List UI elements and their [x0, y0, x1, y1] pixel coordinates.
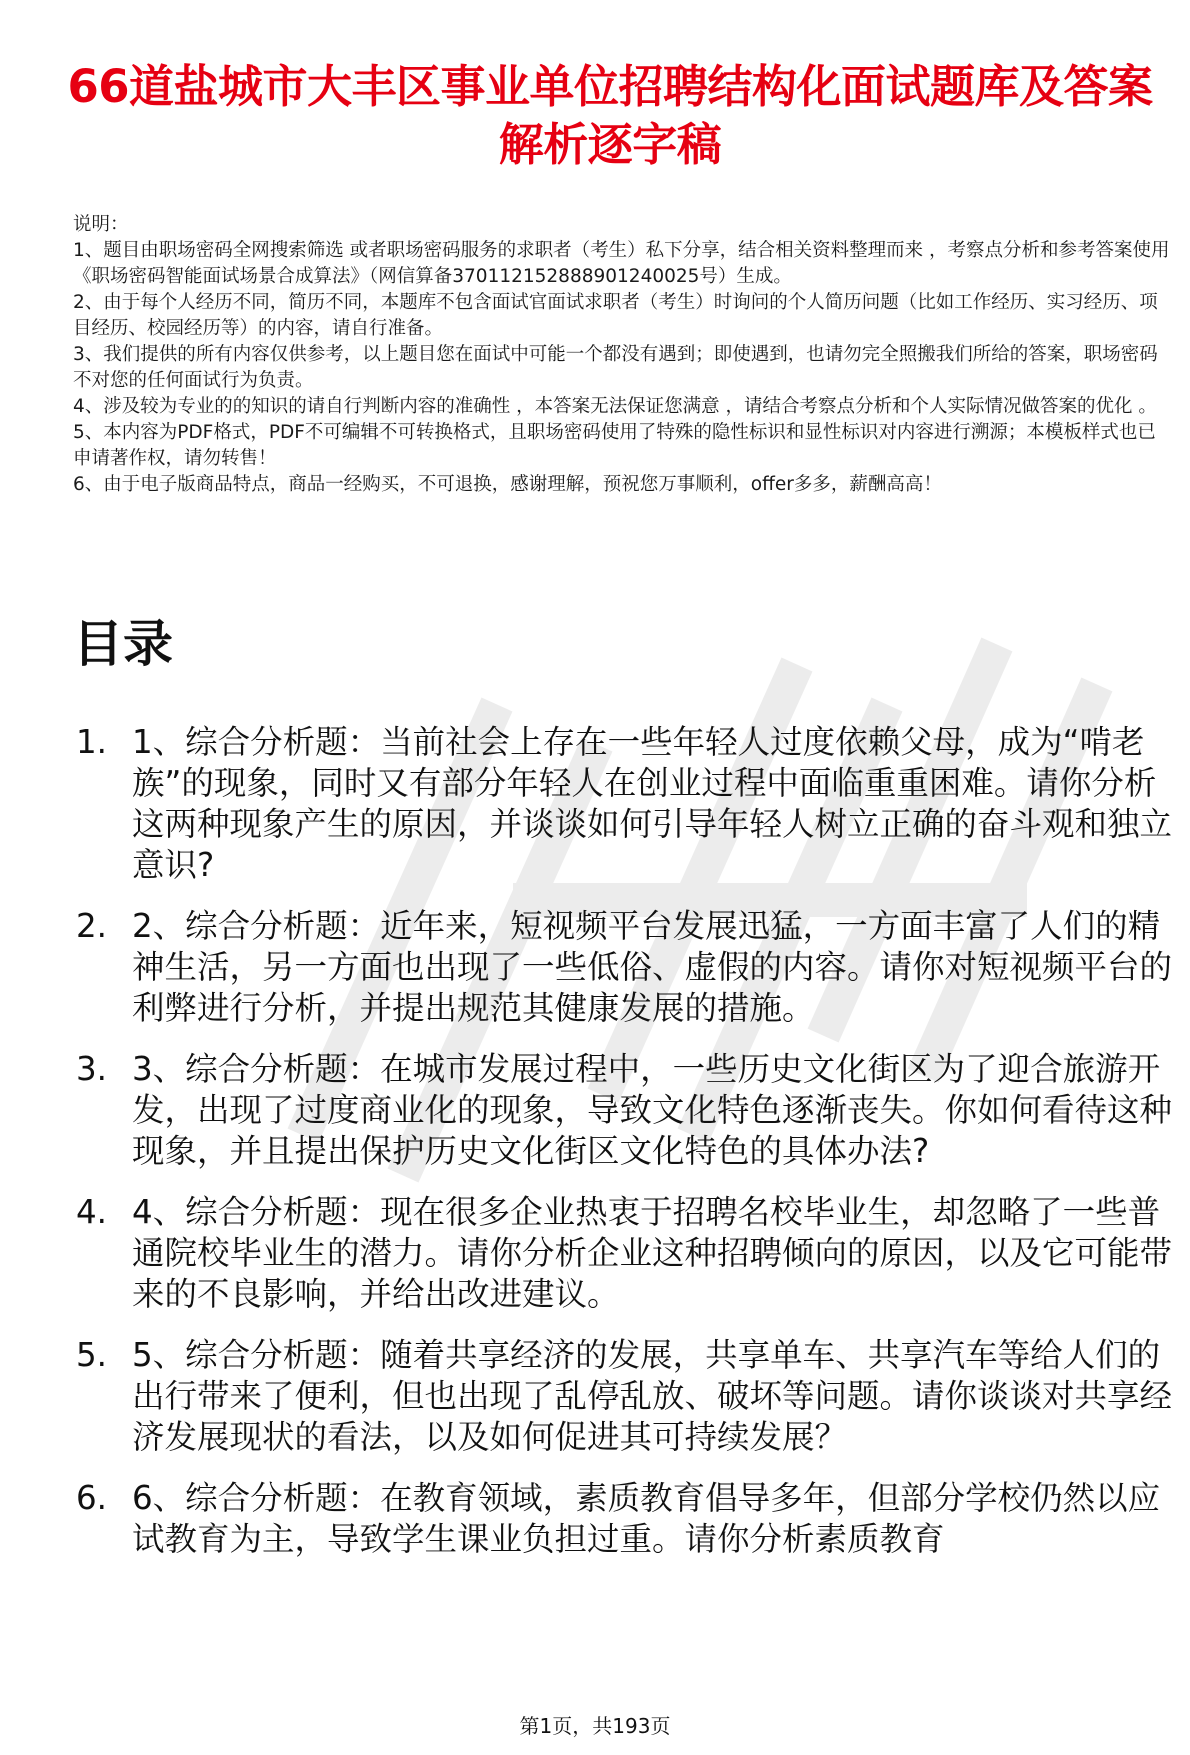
toc-item[interactable]: [76, 1192, 1176, 1315]
toc-item-number: 5.: [76, 1336, 108, 1374]
toc-item-text: 6、综合分析题：在教育领域，素质教育倡导多年，但部分学校仍然以应试教育为主，导致学生课业负担过重。请你分析素质教育: [132, 1479, 1161, 1558]
note-item: 6、由于电子版商品特点，商品一经购买，不可退换，感谢理解，预祝您万事顺利，offer多多，薪酬高高！: [73, 474, 942, 495]
toc-item-number: 4.: [76, 1193, 108, 1231]
toc-item[interactable]: [76, 1335, 1176, 1458]
note-item: 4、涉及较为专业的的知识的请自行判断内容的准确性 ，本答案无法保证您满意 ，请结合考察点分析和个人实际情况做答案的优化 。: [73, 396, 1157, 417]
toc-item[interactable]: [76, 906, 1176, 1029]
toc-item-number: 2.: [76, 907, 108, 945]
table-of-contents: [76, 722, 1176, 1580]
toc-item-text: 4、综合分析题：现在很多企业热衷于招聘名校毕业生，却忽略了一些普通院校毕业生的潜力。请你分析企业这种招聘倾向的原因，以及它可能带来的不良影响，并给出改进建议。: [132, 1193, 1173, 1313]
note-item: 2、由于每个人经历不同，简历不同，本题库不包含面试官面试求职者（考生）时询问的个人简历问题（比如工作经历、实习经历、项目经历、校园经历等）的内容，请自行准备。: [73, 292, 1158, 339]
toc-item-text: 3、综合分析题：在城市发展过程中，一些历史文化街区为了迎合旅游开发，出现了过度商业化的现象，导致文化特色逐渐丧失。你如何看待这种现象，并且提出保护历史文化街区文化特色的具体办法?: [132, 1050, 1173, 1170]
toc-heading: 目录: [73, 615, 173, 673]
note-item: 5、本内容为PDF格式，PDF不可编辑不可转换格式，且职场密码使用了特殊的隐性标识和显性标识对内容进行溯源；本模板样式也已申请著作权，请勿转售！: [73, 422, 1156, 469]
toc-item-text: 2、综合分析题：近年来，短视频平台发展迅猛，一方面丰富了人们的精神生活，另一方面也出现了一些低俗、虚假的内容。请你对短视频平台的利弊进行分析，并提出规范其健康发展的措施。: [132, 907, 1173, 1027]
toc-item[interactable]: [76, 722, 1176, 886]
toc-item-number: 1.: [76, 723, 108, 761]
toc-item[interactable]: [76, 1049, 1176, 1172]
document-title: 66道盐城市大丰区事业单位招聘结构化面试题库及答案解析逐字稿: [67, 60, 1153, 171]
note-item: 1、题目由职场密码全网搜索筛选 或者职场密码服务的求职者（考生）私下分享，结合相关资料整理而来 ，考察点分析和参考答案使用《职场密码智能面试场景合成算法》（网信算备370112152888901240025号）生成。: [73, 240, 1170, 287]
toc-item[interactable]: [76, 1478, 1176, 1560]
toc-item-number: 3.: [76, 1050, 108, 1088]
notes-heading: 说明：: [73, 214, 129, 235]
disclaimer-notes: [73, 212, 1173, 498]
toc-item-text: 5、综合分析题：随着共享经济的发展，共享单车、共享汽车等给人们的出行带来了便利，但也出现了乱停乱放、破坏等问题。请你谈谈对共享经济发展现状的看法，以及如何促进其可持续发展？: [132, 1336, 1173, 1456]
page-footer: 第1页，共193页: [519, 1714, 671, 1738]
toc-item-number: 6.: [76, 1479, 108, 1517]
note-item: 3、我们提供的所有内容仅供参考，以上题目您在面试中可能一个都没有遇到；即使遇到，也请勿完全照搬我们所给的答案，职场密码不对您的任何面试行为负责。: [73, 344, 1158, 391]
toc-item-text: 1、综合分析题：当前社会上存在一些年轻人过度依赖父母，成为“啃老族”的现象，同时又有部分年轻人在创业过程中面临重重困难。请你分析这两种现象产生的原因，并谈谈如何引导年轻人树立正确的奋斗观和独立意识?: [132, 723, 1173, 884]
